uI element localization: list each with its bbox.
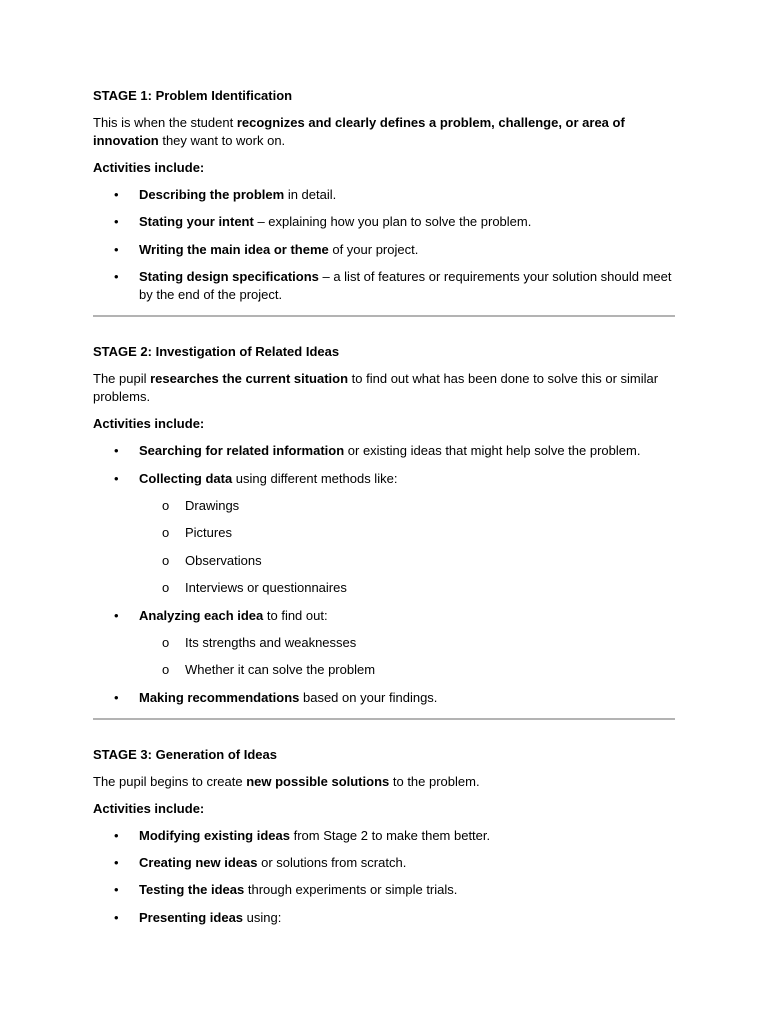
- stage1-intro-text: This is when the student: [93, 115, 237, 130]
- section-divider: [93, 315, 675, 317]
- stage3-intro-tail: to the problem.: [389, 773, 480, 789]
- sub-list-item: o Observations: [93, 552, 675, 570]
- stage2-activity-list: [93, 442, 675, 707]
- document-content: [93, 87, 675, 936]
- stage1-heading: STAGE 1: Problem Identification: [93, 88, 293, 103]
- stage3-heading: STAGE 3: Generation of Ideas: [93, 746, 277, 762]
- item-text: based on your findings.: [299, 689, 438, 705]
- item-text: – a list of features or requirements your solution should meet by the end of the project.: [139, 269, 672, 303]
- stage3-intro: [93, 773, 675, 791]
- list-item: [93, 268, 675, 304]
- item-text: from Stage 2 to make them better.: [289, 827, 491, 843]
- item-text: in detail.: [284, 187, 337, 202]
- list-item: [93, 854, 675, 872]
- item-text: or existing ideas that might help solve the problem.: [344, 443, 641, 459]
- stage2-heading: STAGE 2: Investigation of Related Ideas: [93, 344, 340, 360]
- sub-list-item: o Pictures: [93, 524, 675, 542]
- item-bold: Modifying existing ideas: [139, 827, 290, 843]
- list-item: [93, 241, 675, 259]
- stage2-intro-tail: to find out what has been done to solve this or similar problems.: [93, 371, 659, 405]
- sub-list-item: o Its strengths and weaknesses: [93, 634, 675, 652]
- item-bold: Searching for related information: [139, 443, 345, 459]
- stage2-activities-label: Activities include:: [93, 416, 205, 432]
- item-bold: Writing the main idea or theme: [139, 241, 329, 257]
- list-item: [93, 186, 675, 204]
- list-item: [93, 607, 675, 625]
- item-bold: Analyzing each idea: [139, 607, 264, 623]
- stage2-intro-bold: researches the current situation: [150, 371, 349, 387]
- stage1-intro-bold: recognizes and clearly defines a problem, challenge, or area of innovation: [93, 115, 625, 148]
- list-item: [93, 881, 675, 899]
- item-text: using:: [243, 909, 282, 925]
- stage3-activity-list: [93, 827, 675, 927]
- stage2-intro: [93, 370, 675, 406]
- item-bold: Creating new ideas: [139, 855, 258, 871]
- sub-list-item: o Interviews or questionnaires: [93, 579, 675, 597]
- item-text: through experiments or simple trials.: [244, 882, 458, 898]
- list-item: [93, 827, 675, 845]
- stage1-section: [93, 87, 675, 304]
- section-divider: [93, 718, 675, 720]
- stage3-activities-label: Activities include:: [93, 800, 205, 816]
- stage2-section: [93, 343, 675, 707]
- stage3-intro-bold: new possible solutions: [246, 773, 390, 789]
- stage2-intro-text: The pupil: [93, 371, 151, 387]
- list-item: [93, 470, 675, 488]
- item-bold: Presenting ideas: [139, 909, 244, 925]
- sub-list-item: o Drawings: [93, 497, 675, 515]
- item-bold: Making recommendations: [139, 689, 300, 705]
- item-bold: Describing the problem: [139, 187, 285, 202]
- stage1-intro: [93, 114, 675, 150]
- stage1-activity-list: [93, 186, 675, 304]
- stage1-activities-label: Activities include:: [93, 160, 205, 175]
- list-item: [93, 442, 675, 460]
- stage3-intro-text: The pupil begins to create: [93, 773, 247, 789]
- item-text: of your project.: [328, 241, 419, 257]
- sub-list-item: o Whether it can solve the problem: [93, 661, 675, 679]
- item-bold: Collecting data: [139, 470, 233, 486]
- item-text: or solutions from scratch.: [257, 855, 407, 871]
- item-bold: Stating your intent: [139, 214, 254, 230]
- item-text: using different methods like:: [232, 470, 398, 486]
- list-item: [93, 909, 675, 927]
- item-bold: Stating design specifications: [139, 269, 319, 285]
- list-item: [93, 213, 675, 231]
- list-item: [93, 689, 675, 707]
- item-text: to find out:: [263, 607, 328, 623]
- stage1-intro-tail: they want to work on.: [158, 133, 286, 148]
- stage3-section: [93, 746, 675, 927]
- item-text: – explaining how you plan to solve the problem.: [253, 214, 532, 230]
- item-bold: Testing the ideas: [139, 882, 245, 898]
